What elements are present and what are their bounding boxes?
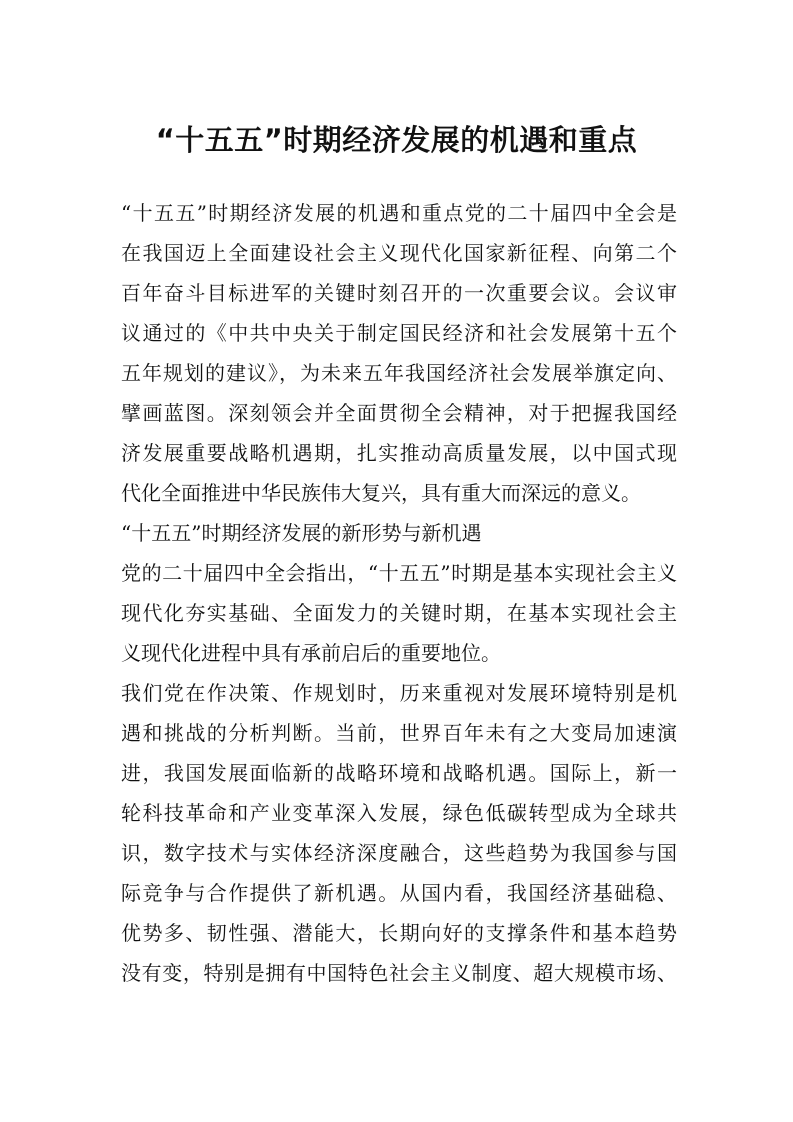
- document-title: “十五五”时期经济发展的机遇和重点: [155, 123, 638, 157]
- body-line-16: 轮科技革命和产业变革深入发展，绿色低碳转型成为全球共: [121, 801, 677, 825]
- body-line-2: 在我国迈上全面建设社会主义现代化国家新征程、向第二个: [121, 241, 677, 265]
- body-line-10: 党的二十届四中全会指出，“十五五”时期是基本实现社会主义: [121, 561, 677, 585]
- body-line-18: 际竞争与合作提供了新机遇。从国内看，我国经济基础稳、: [121, 881, 677, 905]
- body-line-15: 进，我国发展面临新的战略环境和战略机遇。国际上，新一: [121, 761, 677, 785]
- body-line-17: 识，数字技术与实体经济深度融合，这些趋势为我国参与国: [121, 841, 677, 865]
- document-body: [121, 193, 677, 993]
- body-line-5: 五年规划的建议》，为未来五年我国经济社会发展举旗定向、: [121, 361, 677, 385]
- section-heading: “十五五”时期经济发展的新形势与新机遇: [121, 521, 482, 545]
- body-line-3: 百年奋斗目标进军的关键时刻召开的一次重要会议。会议审: [121, 281, 677, 305]
- body-line-11: 现代化夯实基础、全面发力的关键时期，在基本实现社会主: [121, 601, 677, 625]
- body-line-12: 义现代化进程中具有承前启后的重要地位。: [121, 641, 501, 665]
- body-line-6: 擘画蓝图。深刻领会并全面贯彻全会精神，对于把握我国经: [121, 401, 677, 425]
- body-line-14: 遇和挑战的分析判断。当前，世界百年未有之大变局加速演: [121, 721, 677, 745]
- body-line-4: 议通过的《中共中央关于制定国民经济和社会发展第十五个: [121, 321, 677, 345]
- body-line-13: 我们党在作决策、作规划时，历来重视对发展环境特别是机: [121, 681, 677, 705]
- body-line-20: 没有变，特别是拥有中国特色社会主义制度、超大规模市场、: [121, 961, 677, 985]
- body-line-19: 优势多、韧性强、潜能大，长期向好的支撑条件和基本趋势: [121, 921, 677, 945]
- body-line-1: “十五五”时期经济发展的机遇和重点党的二十届四中全会是: [121, 201, 677, 225]
- body-line-8: 代化全面推进中华民族伟大复兴，具有重大而深远的意义。: [121, 481, 641, 505]
- body-line-7: 济发展重要战略机遇期，扎实推动高质量发展，以中国式现: [121, 441, 677, 465]
